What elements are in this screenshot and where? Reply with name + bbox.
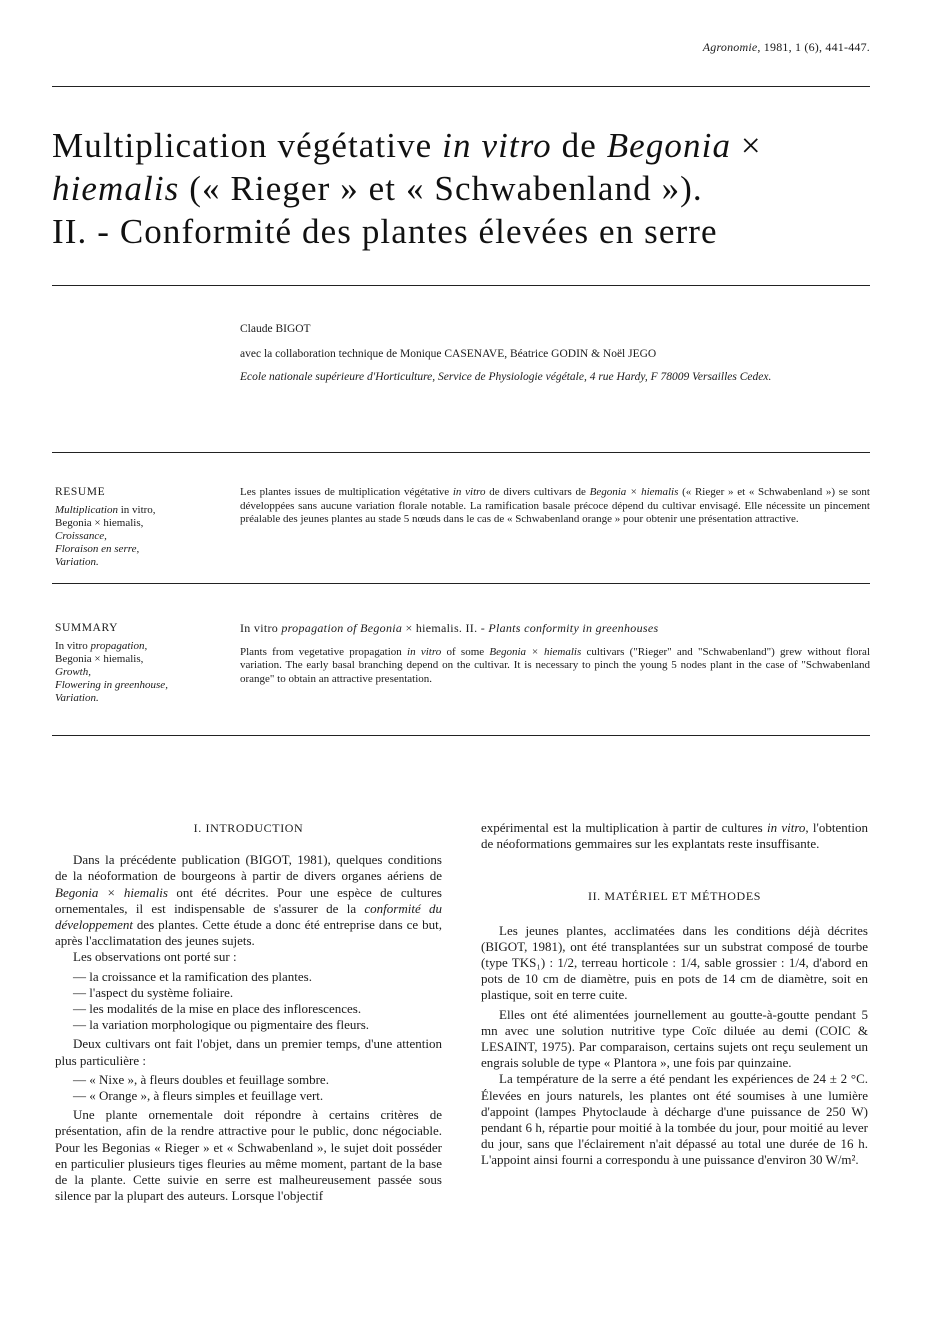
authors-rule — [52, 452, 870, 453]
summary-rule — [52, 735, 870, 736]
observations-list — [55, 969, 442, 1034]
keyword: Begonia × hiemalis, — [55, 653, 144, 665]
header-rule — [52, 86, 870, 87]
summary-title: In vitro propagation of Begonia × hiemalis. II. - Plants conformity in greenhouses — [240, 621, 659, 635]
journal-citation: , 1981, 1 (6), 441-447. — [757, 40, 870, 54]
body-column-right — [481, 820, 868, 1169]
keyword: In vitro propagation, — [55, 640, 148, 652]
resume-text: Les plantes issues de multiplication végétative in vitro de divers cultivars de Begonia × hiemalis (« Rieger » et « Schwabenland ») se sont développées sans aucune variation florale notable. La ramification basale précoce dépend du cultivar envisagé. Elle nécessite un pincement préalable des jeunes plantes au stade 5 nœuds dans le cas de « Schwabenland orange » pour obtenir une présentation attractive. — [240, 486, 870, 525]
methods-paragraph: Elles ont été alimentées journellement au goutte-à-goutte pendant 5 mn avec une solution nutritive type Coïc diluée au demi (COIC & LESAINT, 1975). Par comparaison, certains sujets ont reçu seulement un engrais soluble de type « Plantora », une fois par quinzaine. — [481, 1006, 868, 1071]
list-item: — « Nixe », à fleurs doubles et feuillage sombre. — [73, 1071, 329, 1087]
author-name: Claude BIGOT — [240, 323, 311, 335]
summary-heading: SUMMARY — [55, 622, 118, 634]
summary-text: Plants from vegetative propagation in vitro of some Begonia × hiemalis cultivars ("Rieger" and "Schwabenland") grew without floral variation. The early basal branching depend on the cultivar. It is necessary to pinch the young 5 nodes plant in the case of "Schwabenland orange" to obtain an attractive presentation. — [240, 645, 870, 685]
resume-heading: RESUME — [55, 486, 106, 498]
list-item: — la variation morphologique ou pigmentaire des fleurs. — [73, 1017, 370, 1033]
summary-block — [240, 622, 870, 686]
intro-paragraph-continued: expérimental est la multiplication à partir de cultures in vitro, l'obtention de néoformations gemmaires sur les explantats reste insuffisante. — [481, 820, 868, 852]
collaboration-line: avec la collaboration technique de Monique CASENAVE, Béatrice GODIN & Noël JEGO — [240, 348, 657, 360]
title-line-2: hiemalis (« Rieger » et « Schwabenland »). — [52, 169, 703, 208]
list-item: — les modalités de la mise en place des inflorescences. — [73, 1001, 362, 1017]
methods-heading: II. MATÉRIEL ET MÉTHODES — [587, 889, 762, 904]
methods-paragraph: La température de la serre a été pendant les expériences de 24 ± 2 °C. Élevées en jours naturels, les plantes ont été soumises à une lumière d'appoint (lampes Phytoclaude à décharge d'une puissance de 250 W) pendant 6 h, répartie pour moitié à la tombée du jour, pour moitié au lever du jour, sans que l'éclairement n'ait dépassé au total une durée de 16 h. L'appoint ainsi fourni a correspondu à une puissance d'environ 30 W/m². — [481, 1071, 868, 1168]
keyword: Variation. — [55, 556, 99, 568]
title-line-1: Multiplication végétative in vitro de Begonia × — [52, 126, 762, 165]
intro-paragraph: Dans la précédente publication (BIGOT, 1981), quelques conditions de la néoformation de bourgeons à partir de divers organes aériens de Begonia × hiemalis ont été décrites. Pour une espèce de cultures ornementales, il est indispensable de s'assurer de la conformité du développement des plantes. Cette étude a donc été entreprise dans ce but, après l'acclimatation des jeunes sujets. — [55, 852, 442, 949]
resume-keywords — [55, 486, 225, 569]
affiliation: Ecole nationale supérieure d'Horticulture, Service de Physiologie végétale, 4 rue Hardy, F 78009 Versailles Cedex. — [240, 371, 772, 383]
authors-block — [240, 322, 870, 385]
keyword: Flowering in greenhouse, — [55, 679, 168, 691]
keyword: Begonia × hiemalis, — [55, 517, 144, 529]
title-rule — [52, 285, 870, 286]
journal-reference — [703, 40, 870, 55]
intro-paragraph: Deux cultivars ont fait l'objet, dans un premier temps, d'une attention plus particulière : — [55, 1036, 442, 1068]
keyword: Floraison en serre, — [55, 543, 140, 555]
keyword: Multiplication in vitro, — [55, 504, 156, 516]
cultivars-list — [55, 1072, 442, 1104]
intro-heading: I. INTRODUCTION — [193, 821, 304, 835]
list-item: — l'aspect du système foliaire. — [73, 984, 234, 1000]
methods-paragraph: Les jeunes plantes, acclimatées dans les conditions déjà décrites (BIGOT, 1981), ont été transplantées sur un substrat composé de tourbe (type TKS₁) : 1/2, terreau horticole : 1/4, sable grossier : 1/4, d'abord en pots de 10 cm de diamètre, puis en pots de 14 cm de diamètre, soit en plastique, soit en terre cuite. — [481, 922, 868, 1003]
resume-rule — [52, 583, 870, 584]
intro-paragraph: Une plante ornementale doit répondre à certains critères de présentation, afin de la rendre attractive pour le public, donc négociable. Pour les Begonias « Rieger » et « Schwabenland », le sujet doit posséder en particulier plusieurs tiges fleuries au même moment, partant de la base de la plante. Cette suivie en serre est malheureusement passée sous silence par la plupart des auteurs. Lorsque l'objectif — [55, 1107, 442, 1204]
keyword: Growth, — [55, 666, 91, 678]
list-item: — la croissance et la ramification des plantes. — [73, 968, 312, 984]
body-column-left — [55, 820, 442, 1204]
title-line-3: II. - Conformité des plantes élevées en serre — [52, 212, 718, 251]
intro-paragraph: Les observations ont porté sur : — [73, 949, 237, 965]
keyword: Variation. — [55, 692, 99, 704]
summary-keywords — [55, 622, 225, 705]
journal-name: Agronomie — [702, 40, 758, 54]
keyword: Croissance, — [55, 530, 107, 542]
paper-title — [52, 124, 882, 253]
list-item: — « Orange », à fleurs simples et feuillage vert. — [73, 1088, 324, 1104]
